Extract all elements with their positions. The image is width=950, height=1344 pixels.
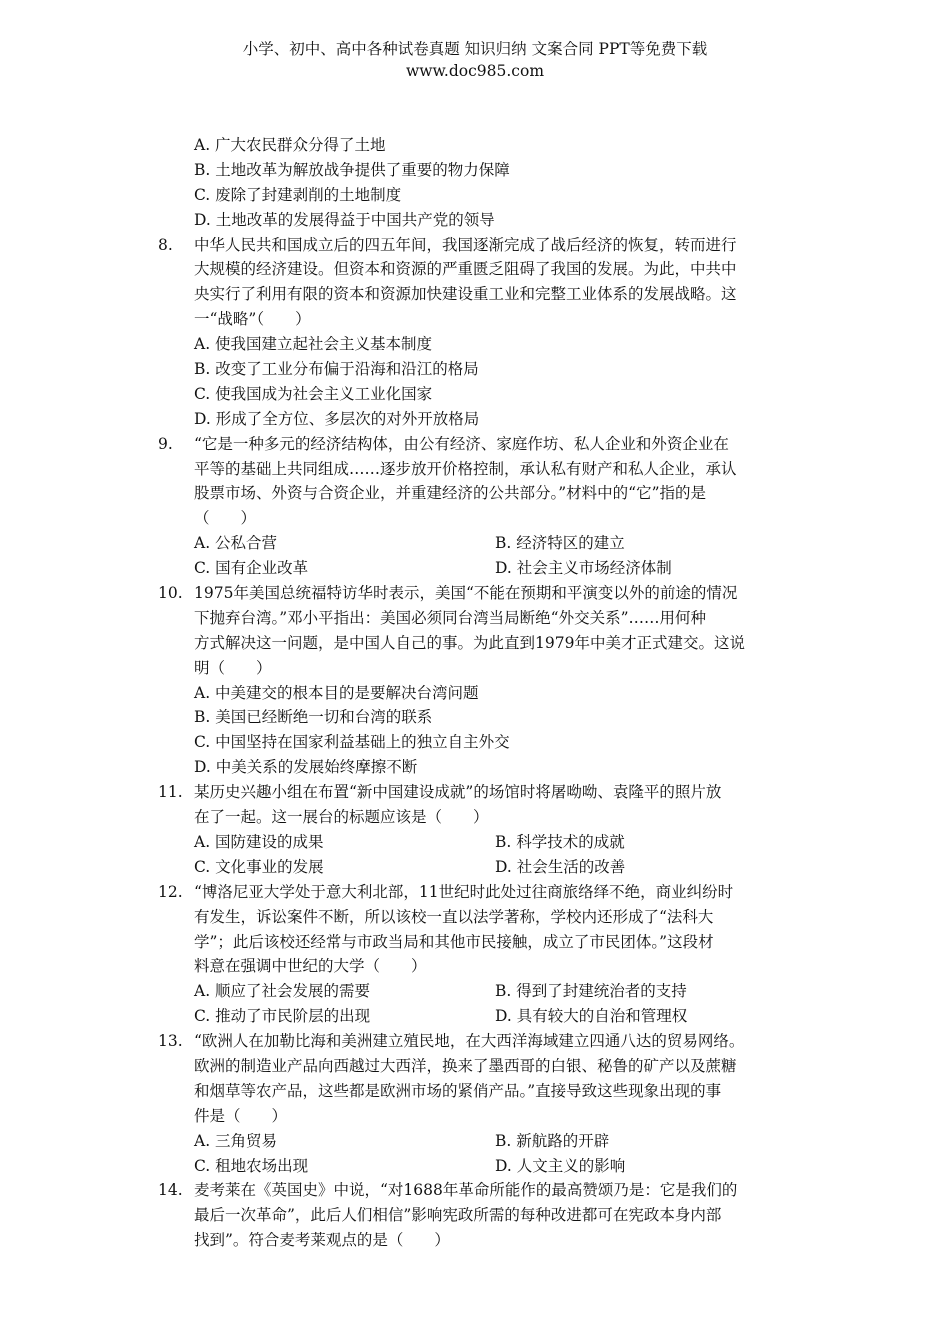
option-c: C. 中国坚持在国家利益基础上的独立自主外交	[194, 733, 510, 752]
question-stem-line: 最后一次革命”，此后人们相信”影响宪政所需的每种改进都可在宪政本身内部	[194, 1206, 722, 1225]
question-stem-line: （ ）	[194, 509, 257, 528]
question-stem-line: “它是一种多元的经济结构体，由公有经济、家庭作坊、私人企业和外资企业在	[194, 434, 729, 453]
option-b: B. 土地改革为解放战争提供了重要的物力保障	[194, 160, 510, 179]
question-number: 9.	[158, 434, 173, 453]
question-stem-line: 学”；此后该校还经常与市政当局和其他市民接触，成立了市民团体。”这段材	[194, 932, 714, 951]
option-row	[158, 531, 798, 556]
question-number: 10.	[158, 584, 183, 603]
option-b: B. 经济特区的建立	[495, 534, 625, 553]
option-c: C. 文化事业的发展	[194, 857, 324, 876]
option-c: C. 推动了市民阶层的出现	[194, 1007, 371, 1026]
option-b: B. 科学技术的成就	[495, 832, 625, 851]
question-number: 14.	[158, 1181, 183, 1200]
option-row	[158, 855, 798, 880]
question-stem-line: 和烟草等农产品，这些都是欧洲市场的紧俏产品。”直接导致这些现象出现的事	[194, 1081, 722, 1100]
option-row	[158, 556, 798, 581]
option-c: C. 租地农场出现	[194, 1156, 309, 1175]
question-stem-line: 下抛弃台湾。”邓小平指出：美国必须同台湾当局断绝“外交关系”……用何种	[194, 608, 707, 627]
option-b: B. 得到了封建统治者的支持	[495, 982, 687, 1001]
option-b: B. 美国已经断绝一切和台湾的联系	[194, 708, 433, 727]
option-a: A. 三角贸易	[194, 1131, 278, 1150]
question-stem-line: 料意在强调中世纪的大学（ ）	[194, 957, 427, 976]
option-row	[158, 1154, 798, 1179]
option-a: A. 公私合营	[194, 534, 278, 553]
header-slogan: 小学、初中、高中各种试卷真题 知识归纳 文案合同 PPT等免费下载	[242, 40, 708, 58]
option-d: D. 社会主义市场经济体制	[495, 559, 672, 578]
option-c: C. 国有企业改革	[194, 559, 309, 578]
option-row	[158, 830, 798, 855]
question-stem-line: 有发生，诉讼案件不断，所以该校一直以法学著称，学校内还形成了“法科大	[194, 907, 714, 926]
question-stem-line: 央实行了利用有限的资本和资源加快建设重工业和完整工业体系的发展战略。这	[194, 285, 737, 304]
question-stem-line: “欧洲人在加勒比海和美洲建立殖民地，在大西洋海域建立四通八达的贸易网络。	[194, 1032, 745, 1051]
q7-options	[158, 133, 798, 233]
option-row	[158, 1129, 798, 1154]
question-stem-line: 麦考莱在《英国史》中说，“对1688年革命所能作的最高赞颂乃是：它是我们的	[194, 1181, 738, 1200]
question-number: 13.	[158, 1032, 183, 1051]
option-d: D. 社会生活的改善	[495, 857, 626, 876]
question-stem-line: 某历史兴趣小组在布置“新中国建设成就”的场馆时将屠呦呦、袁隆平的照片放	[194, 783, 722, 802]
option-b: B. 新航路的开辟	[495, 1131, 610, 1150]
option-b: B. 改变了工业分布偏于沿海和沿江的格局	[194, 360, 479, 379]
option-d: D. 形成了全方位、多层次的对外开放格局	[194, 409, 480, 428]
question-stem-line: 一“战略”（ ）	[194, 310, 311, 329]
question-stem-line: 找到”。符合麦考莱观点的是（ ）	[194, 1231, 450, 1250]
header-url: www.doc985.com	[405, 62, 545, 80]
question-11	[158, 780, 798, 880]
question-stem-line: 件是（ ）	[194, 1106, 288, 1125]
option-d: D. 具有较大的自治和管理权	[495, 1007, 688, 1026]
question-14	[158, 1178, 798, 1253]
option-row	[158, 979, 798, 1004]
question-8	[158, 233, 798, 432]
option-d: D. 中美关系的发展始终摩擦不断	[194, 758, 418, 777]
option-d: D. 人文主义的影响	[495, 1156, 626, 1175]
question-stem-line: 大规模的经济建设。但资本和资源的严重匮乏阻碍了我国的发展。为此，中共中	[194, 260, 737, 279]
option-a: A. 中美建交的根本目的是要解决台湾问题	[194, 683, 479, 702]
option-d: D. 土地改革的发展得益于中国共产党的领导	[194, 210, 495, 229]
question-stem-line: 欧洲的制造业产品向西越过大西洋，换来了墨西哥的白银、秘鲁的矿产以及蔗糖	[194, 1056, 737, 1075]
question-stem-line: 方式解决这一问题，是中国人自己的事。为此直到1979年中美才正式建交。这说	[194, 633, 745, 652]
option-c: C. 使我国成为社会主义工业化国家	[194, 384, 433, 403]
option-a: A. 使我国建立起社会主义基本制度	[194, 335, 433, 354]
question-stem-line: 在了一起。这一展台的标题应该是（ ）	[194, 808, 489, 827]
option-c: C. 废除了封建剥削的土地制度	[194, 185, 402, 204]
question-stem-line: 中华人民共和国成立后的四五年间，我国逐渐完成了战后经济的恢复，转而进行	[194, 235, 737, 254]
question-number: 8.	[158, 235, 173, 254]
question-stem-line: 股票市场、外资与合资企业，并重建经济的公共部分。”材料中的“它”指的是	[194, 484, 707, 503]
page-header	[0, 38, 950, 82]
exam-content	[158, 133, 798, 1253]
option-a: A. 广大农民群众分得了土地	[194, 136, 386, 154]
question-9	[158, 432, 798, 581]
question-13	[158, 1029, 798, 1178]
question-stem-line: 1975年美国总统福特访华时表示，美国“不能在预期和平演变以外的前途的情况	[194, 584, 738, 603]
question-number: 12.	[158, 882, 183, 901]
option-a: A. 国防建设的成果	[194, 832, 324, 851]
option-row	[158, 1004, 798, 1029]
question-number: 11.	[158, 783, 183, 802]
question-12	[158, 880, 798, 1029]
question-stem-line: “博洛尼亚大学处于意大利北部，11世纪时此处过往商旅络绎不绝，商业纠纷时	[194, 882, 734, 901]
option-a: A. 顺应了社会发展的需要	[194, 982, 371, 1001]
question-stem-line: 明（ ）	[194, 658, 272, 677]
question-10	[158, 581, 798, 780]
question-stem-line: 平等的基础上共同组成……逐步放开价格控制，承认私有财产和私人企业，承认	[194, 459, 737, 478]
